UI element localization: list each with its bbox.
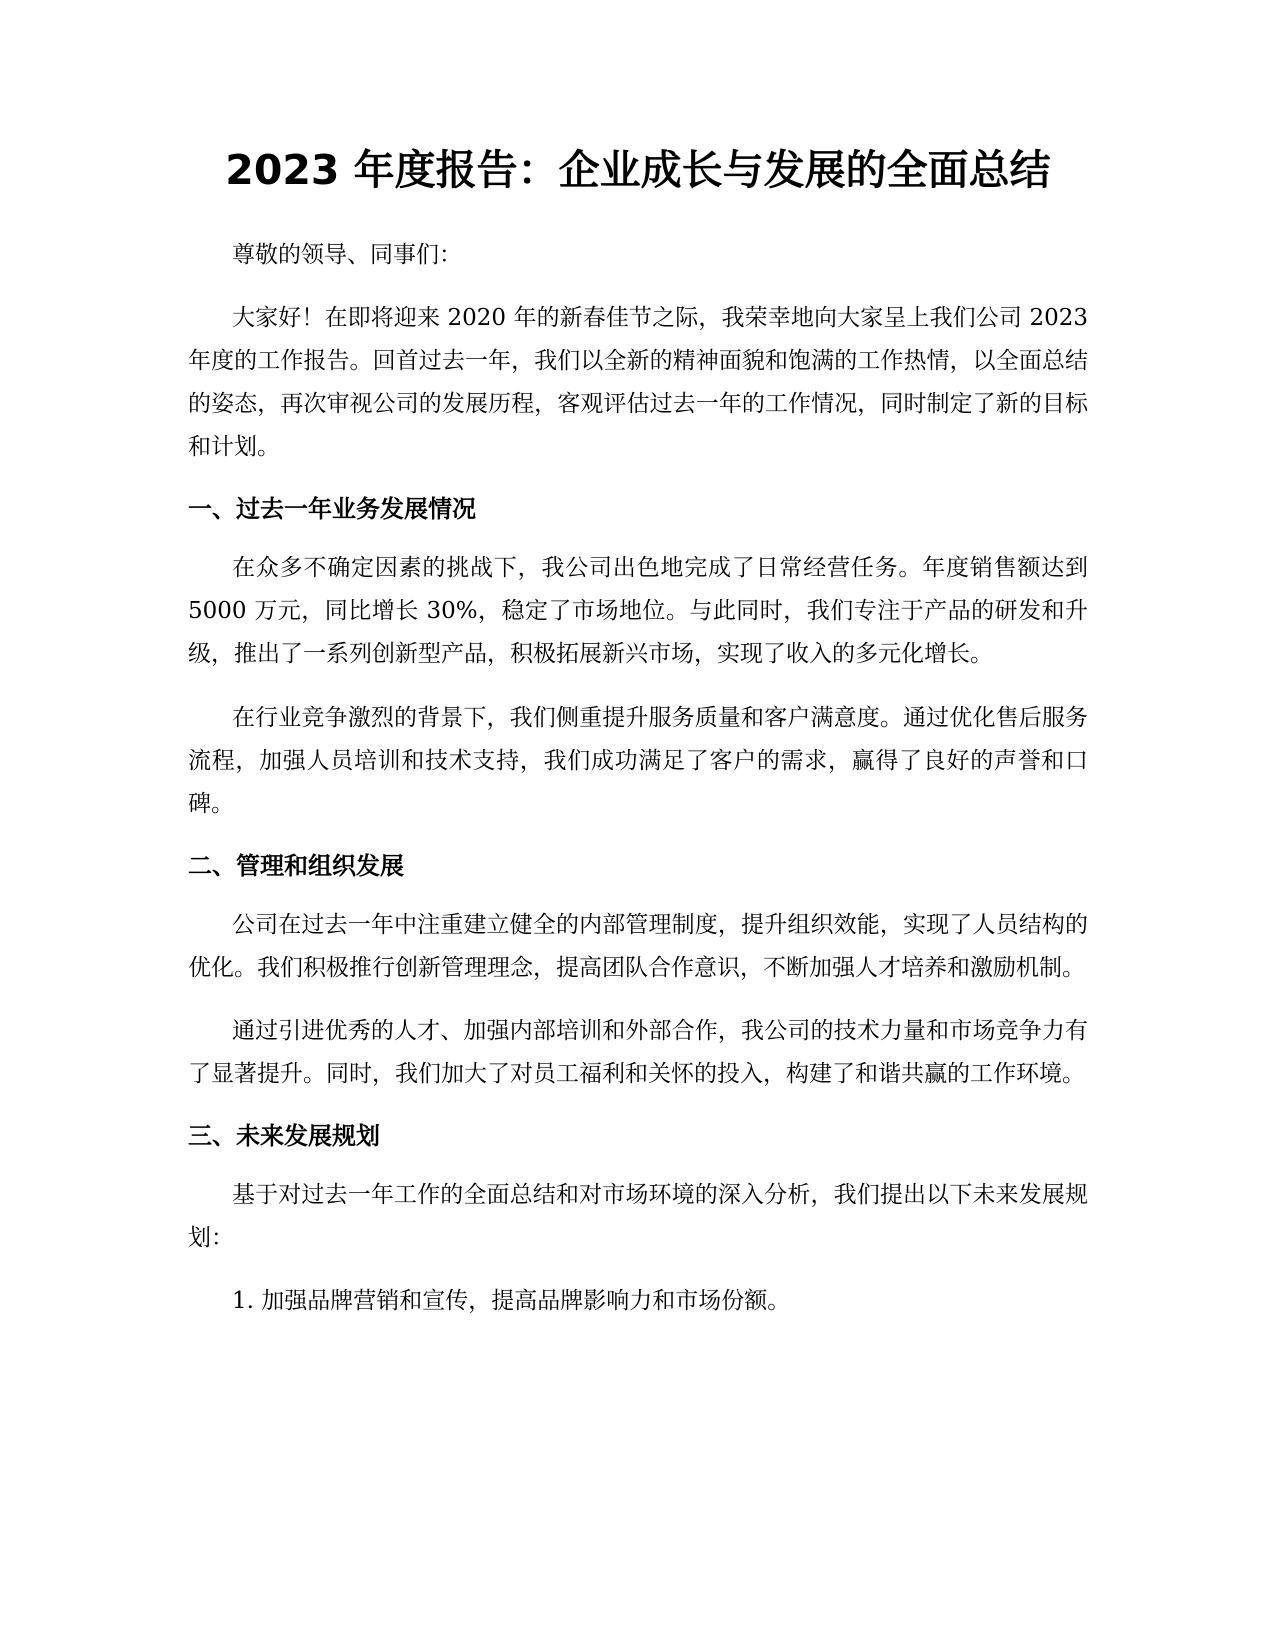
section-paragraph: 在众多不确定因素的挑战下，我公司出色地完成了日常经营任务。年度销售额达到 5000 万元，同比增长 30%，稳定了市场地位。与此同时，我们专注于产品的研发和升级，推出了一系列创新型产品，积极拓展新兴市场，实现了收入的多元化增长。 <box>188 555 1088 667</box>
intro-paragraph: 大家好！在即将迎来 2020 年的新春佳节之际，我荣幸地向大家呈上我们公司 2023 年度的工作报告。回首过去一年，我们以全新的精神面貌和饱满的工作热情，以全面总结的姿态，再次审视公司的发展历程，客观评估过去一年的工作情况，同时制定了新的目标和计划。 <box>188 305 1088 460</box>
plan-list-item: 1. 加强品牌营销和宣传，提高品牌影响力和市场份额。 <box>232 1288 791 1314</box>
section-paragraph: 公司在过去一年中注重建立健全的内部管理制度，提升组织效能，实现了人员结构的优化。我们积极推行创新管理理念，提高团队合作意识，不断加强人才培养和激励机制。 <box>188 912 1088 981</box>
section-paragraph: 通过引进优秀的人才、加强内部培训和外部合作，我公司的技术力量和市场竞争力有了显著提升。同时，我们加大了对员工福利和关怀的投入，构建了和谐共赢的工作环境。 <box>188 1018 1088 1087</box>
section-heading-management: 二、管理和组织发展 <box>188 852 404 880</box>
document-title: 2023 年度报告：企业成长与发展的全面总结 <box>225 146 1051 194</box>
section-heading-future: 三、未来发展规划 <box>188 1122 380 1150</box>
greeting-paragraph: 尊敬的领导、同事们： <box>232 242 462 268</box>
section-paragraph: 在行业竞争激烈的背景下，我们侧重提升服务质量和客户满意度。通过优化售后服务流程，加强人员培训和技术支持，我们成功满足了客户的需求，赢得了良好的声誉和口碑。 <box>188 705 1088 817</box>
document-body <box>188 140 1088 1323</box>
section-heading-business: 一、过去一年业务发展情况 <box>188 495 476 523</box>
section-paragraph: 基于对过去一年工作的全面总结和对市场环境的深入分析，我们提出以下未来发展规划： <box>188 1182 1088 1251</box>
